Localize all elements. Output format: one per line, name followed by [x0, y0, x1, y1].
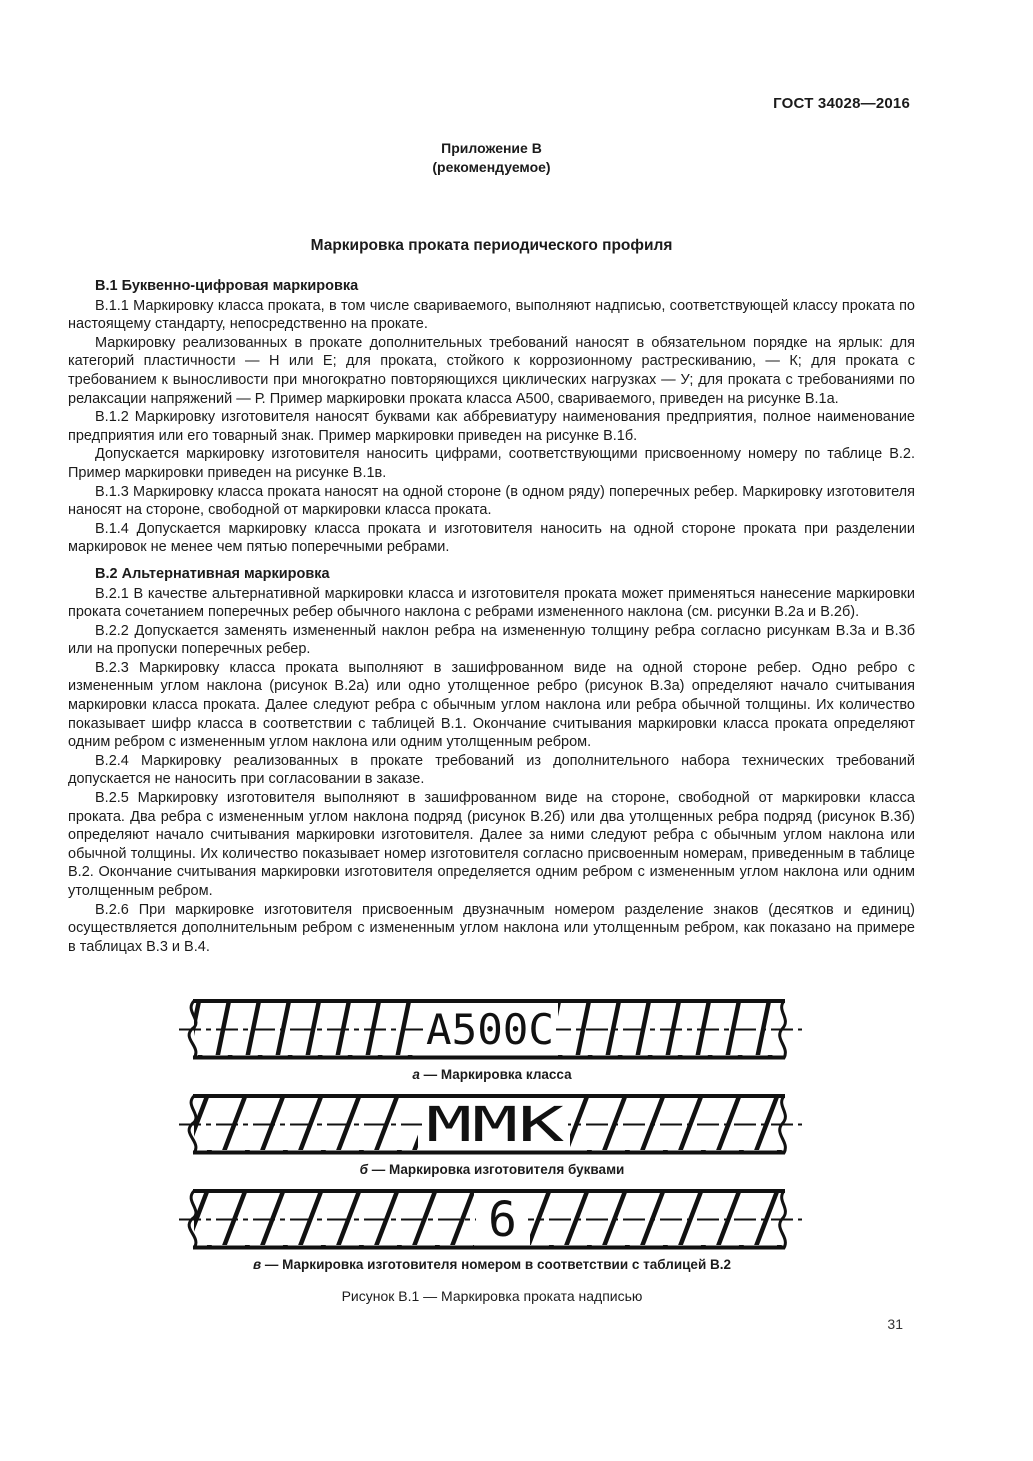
rebar-label-class: А500С	[426, 1005, 554, 1054]
caption-v	[178, 1256, 806, 1273]
rebar-drawing-v	[178, 1185, 803, 1255]
rebar-label-number: 6	[488, 1192, 517, 1248]
paragraph-b2-6: В.2.6 При маркировке изготовителя присвоенным двузначным номером разделение знаков (десятков и единиц) осуществляется дополнительным ребром с измененным углом наклона или утолщенным ребром, как показано на примере в таблицах В.3 и В.4.	[68, 901, 915, 955]
paragraph-b2-3: В.2.3 Маркировку класса проката выполняют в зашифрованном виде на одной стороне ребер. Одно ребро с измененным углом наклона (рисунок В.2а) или одно утолщенное ребро (рисунок В.3а) определяют начало считывания маркировки класса проката. Далее следуют ребра с обычным углом наклона или ребра обычной толщины. Их количество показывает шифр класса в соответствии с таблицей В.1. Окончание считывания маркировки класса проката определяют одним ребром с измененным углом наклона или одним утолщенным ребром.	[68, 659, 915, 751]
paragraph-b1-2: В.1.2 Маркировку изготовителя наносят буквами как аббревиатуру наименования предприятия, полное наименование предприятия или его товарный знак. Пример маркировки приведен на рисунке В.1б.	[68, 409, 915, 444]
appendix-label: Приложение В	[441, 140, 542, 156]
caption-a-text: — Маркировка класса	[423, 1067, 572, 1082]
caption-v-letter: в	[252, 1257, 262, 1272]
rebar-figure-b	[178, 1090, 806, 1178]
caption-b	[178, 1161, 806, 1178]
paragraph-b2-1: В.2.1 В качестве альтернативной маркировки класса и изготовителя проката может применяться нанесение маркировки проката сочетанием поперечных ребер обычного наклона с ребрами измененного наклона (см. рисунки В.2а и В.2б).	[68, 585, 915, 621]
paragraph-b1-2-cont: Допускается маркировку изготовителя наносить цифрами, соответствующими присвоенному номеру по таблице В.2. Пример маркировки приведен на рисунке В.1в.	[68, 446, 915, 481]
paragraph-b1-1: В.1.1 Маркировку класса проката, в том числе свариваемого, выполняют надписью, соответствующей классу проката по настоящему стандарту, непосредственно на прокате.	[68, 297, 915, 333]
rebar-drawing-a	[178, 995, 803, 1065]
paragraph-b1-4: В.1.4 Допускается маркировку класса проката и изготовителя наносить на одной стороне проката при разделении маркировок не менее чем пятью поперечными ребрами.	[68, 520, 915, 556]
paragraph-b1-3: В.1.3 Маркировку класса проката наносят на одной стороне (в одном ряду) поперечных ребер. Маркировку изготовителя наносят на стороне, свободной от маркировки класса проката.	[68, 483, 915, 519]
caption-a	[178, 1066, 806, 1083]
appendix-note: (рекомендуемое)	[432, 159, 551, 175]
document-body	[68, 277, 915, 956]
figure-b1	[178, 995, 806, 1304]
rebar-label-manufacturer: ММК	[426, 1097, 565, 1153]
section-heading-b1: В.1 Буквенно-цифровая маркировка	[95, 278, 359, 294]
paragraph-b2-5: В.2.5 Маркировку изготовителя выполняют в зашифрованном виде на стороне, свободной от маркировки класса проката. Два ребра с измененным углом наклона подряд (рисунок В.2б) или два утолщенных ребра подряд (рисунок В.3б) определяют начало считывания маркировки изготовителя. Далее за ними следуют ребра с обычным углом наклона или обычной толщины. Их количество показывает номер изготовителя согласно присвоенным номерам, приведенным в таблице В.2. Окончание считывания маркировки изготовителя определяется одним ребром с измененным углом наклона или одним утолщенным ребром.	[68, 790, 915, 899]
section-heading-b2: В.2 Альтернативная маркировка	[95, 565, 330, 582]
caption-b-letter: б	[359, 1162, 368, 1177]
figure-main-caption: Рисунок В.1 — Маркировка проката надписью	[341, 1288, 643, 1304]
caption-b-text: — Маркировка изготовителя буквами	[371, 1162, 625, 1177]
rebar-drawing-b	[178, 1090, 803, 1160]
caption-v-text: — Маркировка изготовителя номером в соответствии с таблицей В.2	[264, 1257, 732, 1272]
rebar-figure-a	[178, 995, 806, 1083]
caption-a-letter: а	[412, 1067, 420, 1082]
paragraph-b2-4: В.2.4 Маркировку реализованных в прокате требований из дополнительного набора технических требований допускается не наносить при согласовании в заказе.	[68, 752, 915, 788]
paragraph-b2-2: В.2.2 Допускается заменять измененный наклон ребра на измененную толщину ребра согласно рисункам В.3а и В.3б или на пропуски поперечных ребер.	[68, 622, 915, 658]
page-title: Маркировка проката периодического профиля	[310, 237, 673, 254]
rebar-figure-v	[178, 1185, 806, 1273]
document-number: ГОСТ 34028—2016	[773, 95, 910, 112]
paragraph-b1-1-cont: Маркировку реализованных в прокате дополнительных требований наносят в обязательном порядке на ярлык: для категорий пластичности — Н или Е; для проката, стойкого к коррозионному растрескиванию, — К; для проката с требованием к выносливости при многократно повторяющихся циклических нагрузках — У; для проката с требованиями по релаксации напряжений — Р. Пример маркировки проката класса А500, свариваемого, приведен на рисунке В.1а.	[68, 334, 915, 407]
page-number: 31	[887, 1316, 903, 1332]
